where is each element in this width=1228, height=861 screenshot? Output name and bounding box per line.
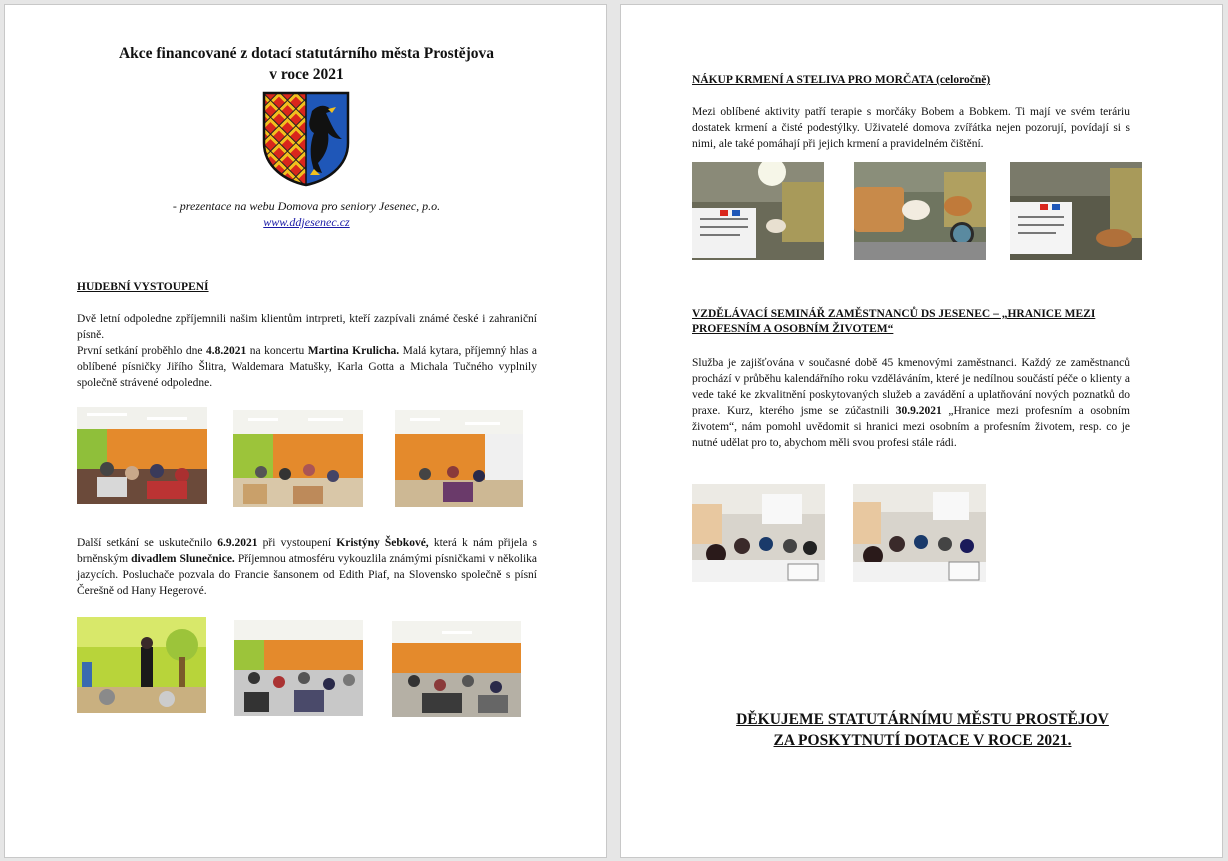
concert-photo-3 (395, 410, 523, 507)
performer-name-2: Kristýny Šebkové, (336, 537, 429, 549)
music-text-f: která k nám přijela s brněnským (77, 537, 537, 565)
performer-name-1: Martina Krulicha. (307, 345, 400, 357)
seminar-heading-line-2: PROFESNÍM A OSOBNÍM ŽIVOTEM“ (692, 323, 894, 335)
concert-photo-1 (77, 407, 207, 504)
guinea-pig-photo-1 (692, 162, 824, 260)
title-line-2: v roce 2021 (269, 66, 344, 83)
concert-date-2: 6.9.2021 (217, 537, 258, 549)
concert-date-1: 4.8.2021 (205, 345, 247, 357)
document-page-1 (4, 4, 607, 858)
music-text-d: Další setkání se uskutečnilo (77, 537, 218, 549)
section-heading-music: HUDEBNÍ VYSTOUPENÍ (77, 281, 209, 293)
performance-photo-2 (234, 620, 363, 716)
document-page-2 (620, 4, 1223, 858)
music-text-b: na koncertu (246, 345, 308, 357)
guinea-pig-photo-2 (854, 162, 986, 260)
performance-photo-3 (392, 621, 521, 717)
section-heading-guinea-pigs: NÁKUP KRMENÍ A STELIVA PRO MORČATA (celoročně) (692, 74, 991, 86)
guinea-pig-photo-3 (1010, 162, 1142, 260)
seminar-heading-line-1: VZDĚLÁVACÍ SEMINÁŘ ZAMĚSTNANCŮ DS JESENEC – „HRANICE MEZI (692, 308, 1096, 320)
music-text-a: První setkání proběhlo dne (77, 345, 206, 357)
music-intro-text: Dvě letní odpoledne zpříjemnili našim klientům intrpreti, kteří zazpívali známé české i zahraniční písně. (77, 313, 537, 341)
seminar-date: 30.9.2021 (895, 405, 942, 417)
website-link[interactable]: www.ddjesenec.cz (263, 215, 350, 229)
music-paragraph-2 (77, 535, 537, 599)
seminar-text-b: „Hranice mezi profesním a osobním životem“, nám pomohl uvědomit si hranici mezi osobním a profesním životem, resp. co je nutné udělat pro to, abychom měli svou profesi stále rádi. (692, 405, 1130, 449)
seminar-photo-1 (692, 484, 825, 582)
presentation-note: - prezentace na webu Domova pro seniory Jesenec, p.o. (172, 199, 441, 213)
seminar-text-a: Služba je zajišťována v současné době 45 kmenovými zaměstnanci. Každý ze zaměstnanců prochází v průběhu kalendářního roku vzděláváním, které je nedílnou součástí péče o klienty a vede také ke zkvalitnění poskytovaných služeb a zavádění a uplatňování nových poznatků do praxe. Kurz, kterého jsme se zúčastnili (692, 357, 1130, 417)
thanks-line-2: ZA POSKYTNUTÍ DOTACE V ROCE 2021. (773, 732, 1072, 749)
music-text-g: Příjemnou atmosféru vykouzlila známými písničkami v několika jazycích. Posluchače pozvala do Francie šansonem od Edith Piaf, na Slovensko společně s písní Čerešně od Hany Hegerové. (77, 553, 537, 597)
music-text-c: Malá kytara, příjemný hlas a oblíbené písničky Jiřího Šlitra, Waldemara Matušky, Karla Gotta a Michala Tučného vyplnily společně strávené odpoledne. (77, 345, 538, 389)
seminar-photo-2 (853, 484, 986, 582)
theatre-name: divadlem Slunečnice. (131, 553, 235, 565)
title-line-1: Akce financované z dotací statutárního města Prostějova (118, 45, 495, 62)
document-title (5, 43, 608, 85)
concert-photo-2 (233, 410, 363, 507)
music-paragraph-1 (77, 311, 537, 391)
guinea-pigs-paragraph: Mezi oblíbené aktivity patří terapie s morčáky Bobem a Bobkem. Ti mají ve svém teráriu dostatek krmení a čisté podestýlky. Uživatelé domova zvířátka nejen pozorují, povídají si s nimi, ale také pomáhají při jejich krmení a pravidelném čištění. (692, 106, 1130, 150)
performance-photo-1 (77, 617, 206, 713)
music-text-e: při vystoupení (257, 537, 337, 549)
coat-of-arms-icon (262, 91, 350, 187)
seminar-paragraph (692, 355, 1130, 451)
thanks-line-1: DĚKUJEME STATUTÁRNÍMU MĚSTU PROSTĚJOV (736, 711, 1109, 728)
thanks-message (621, 709, 1224, 751)
section-heading-seminar (692, 307, 1132, 337)
